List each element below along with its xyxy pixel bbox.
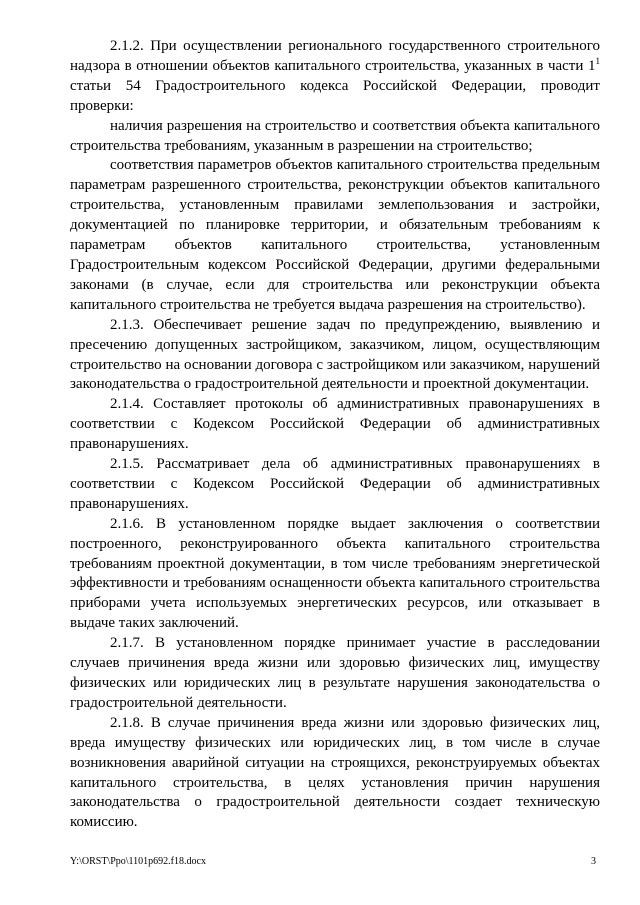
paragraph-2-1-2-text-a: 2.1.2. При осуществлении регионального государственного строительного надзора в отношении объектов капитального строительства, указанных в части 1 xyxy=(70,38,600,74)
footer-file-path: Y:\ORST\Ppo\1101p692.f18.docx xyxy=(70,856,206,867)
paragraph-2-1-8: 2.1.8. В случае причинения вреда жизни или здоровью физических лиц, вреда имуществу физических или юридических лиц, в том числе в случае возникновения аварийной ситуации на строящихся, реконструируемых объектах капитального строительства, в целях установления причин нарушения законодательства о градостроительной деятельности создает техническую комиссию. xyxy=(70,714,600,831)
document-body xyxy=(70,37,600,833)
paragraph-2-1-2 xyxy=(70,37,600,117)
paragraph-2-1-7: 2.1.7. В установленном порядке принимает участие в расследовании случаев причинения вреда жизни или здоровью физических лиц, имуществу физических или юридических лиц в результате нарушения законодательства о градостроительной деятельности. xyxy=(70,635,600,711)
paragraph-2-1-2-text-b: статьи 54 Градостроительного кодекса Российской Федерации, проводит проверки: xyxy=(70,77,600,114)
paragraph-2-1-5: 2.1.5. Рассматривает дела об административных правонарушениях в соответствии с Кодексом Российской Федерации об административных правонарушениях. xyxy=(70,456,600,512)
paragraph-parameters-check: соответствия параметров объектов капитального строительства предельным параметрам разрешенного строительства, реконструкции объектов капитального строительства, установленным правилами землепользования и застройки, документацией по планировке территории, и обязательным требованиям к параметрам объектов капитального строительства, установленным Градостроительным кодексом Российской Федерации, другими федеральными законами (в случае, если для строительства или реконструкции объекта капитального строительства не требуется выдача разрешения на строительство). xyxy=(70,157,600,313)
footer-page-number: 3 xyxy=(591,856,596,867)
paragraph-2-1-4: 2.1.4. Составляет протоколы об административных правонарушениях в соответствии с Кодексом Российской Федерации об административных правонарушениях. xyxy=(70,396,600,453)
paragraph-2-1-6: 2.1.6. В установленном порядке выдает заключения о соответствии построенного, реконструированного объекта капитального строительства требованиям проектной документации, в том числе требованиям энергетической эффективности и требованиям оснащенности объекта капитального строительства приборами учета используемых энергетических ресурсов, или отказывает в выдаче таких заключений. xyxy=(70,515,601,632)
paragraph-permit-check: наличия разрешения на строительство и соответствия объекта капитального строительства требованиям, указанным в разрешении на строительство; xyxy=(70,117,600,154)
paragraph-2-1-3: 2.1.3. Обеспечивает решение задач по предупреждению, выявлению и пресечению допущенных застройщиком, заказчиком, лицом, осуществляющим строительство на основании договора с застройщиком или заказчиком, нарушений законодательства о градостроительной деятельности и проектной документации. xyxy=(70,316,600,393)
superscript-part-number: 1 xyxy=(595,55,600,66)
